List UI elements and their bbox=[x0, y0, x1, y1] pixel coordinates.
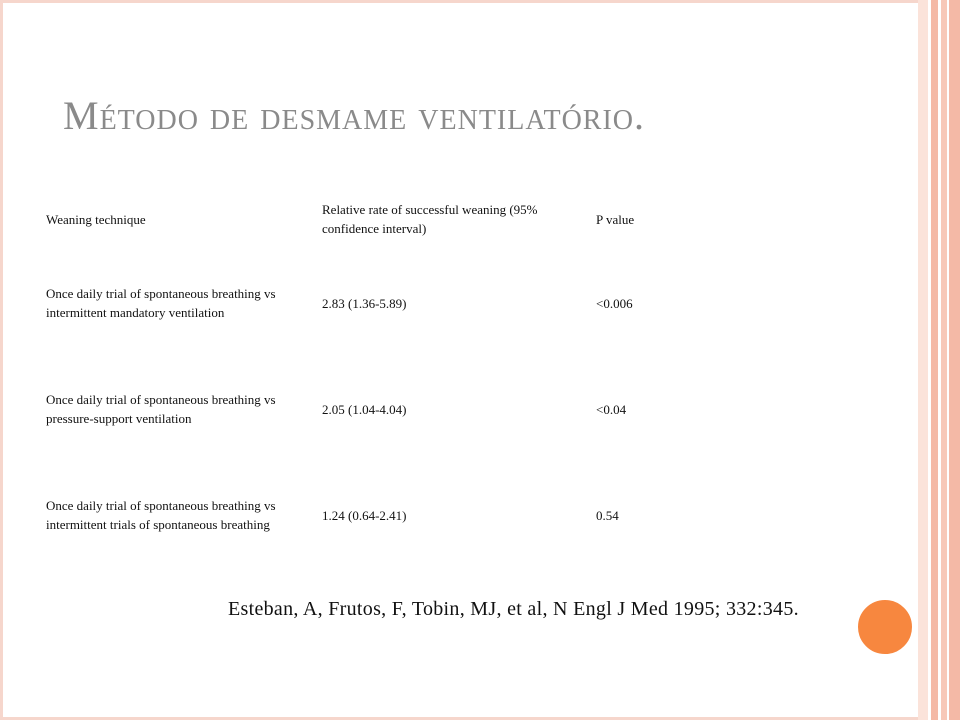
cell-p-value: 0.54 bbox=[596, 507, 619, 523]
header-relative-rate: Relative rate of successful weaning (95% confidence interval) bbox=[322, 202, 538, 236]
header-weaning-technique: Weaning technique bbox=[46, 211, 146, 227]
table-header-row bbox=[40, 188, 722, 250]
stripe-medium bbox=[931, 0, 938, 720]
header-p-value: P value bbox=[596, 211, 635, 227]
cell-technique: Once daily trial of spontaneous breathing vs pressure-support ventilation bbox=[46, 392, 276, 426]
citation: Esteban, A, Frutos, F, Tobin, MJ, et al, N Engl J Med 1995; 332:345. bbox=[228, 598, 799, 620]
cell-p-value: <0.006 bbox=[596, 295, 633, 311]
table-row bbox=[40, 250, 722, 356]
cell-technique: Once daily trial of spontaneous breathing vs intermittent mandatory ventilation bbox=[46, 286, 276, 320]
cell-p-value: <0.04 bbox=[596, 401, 627, 417]
cell-rate: 1.24 (0.64-2.41) bbox=[322, 507, 407, 523]
cell-rate: 2.05 (1.04-4.04) bbox=[322, 401, 407, 417]
results-table bbox=[40, 188, 722, 568]
table-row bbox=[40, 356, 722, 462]
slide-title: Método de desmame ventilatório. bbox=[63, 93, 646, 138]
stripe-dark bbox=[949, 0, 960, 720]
stripe-light bbox=[918, 0, 928, 720]
cell-technique: Once daily trial of spontaneous breathing vs intermittent trials of spontaneous breathing bbox=[46, 498, 276, 532]
table-row bbox=[40, 462, 722, 568]
orange-circle-decoration bbox=[855, 597, 915, 657]
cell-rate: 2.83 (1.36-5.89) bbox=[322, 295, 407, 311]
